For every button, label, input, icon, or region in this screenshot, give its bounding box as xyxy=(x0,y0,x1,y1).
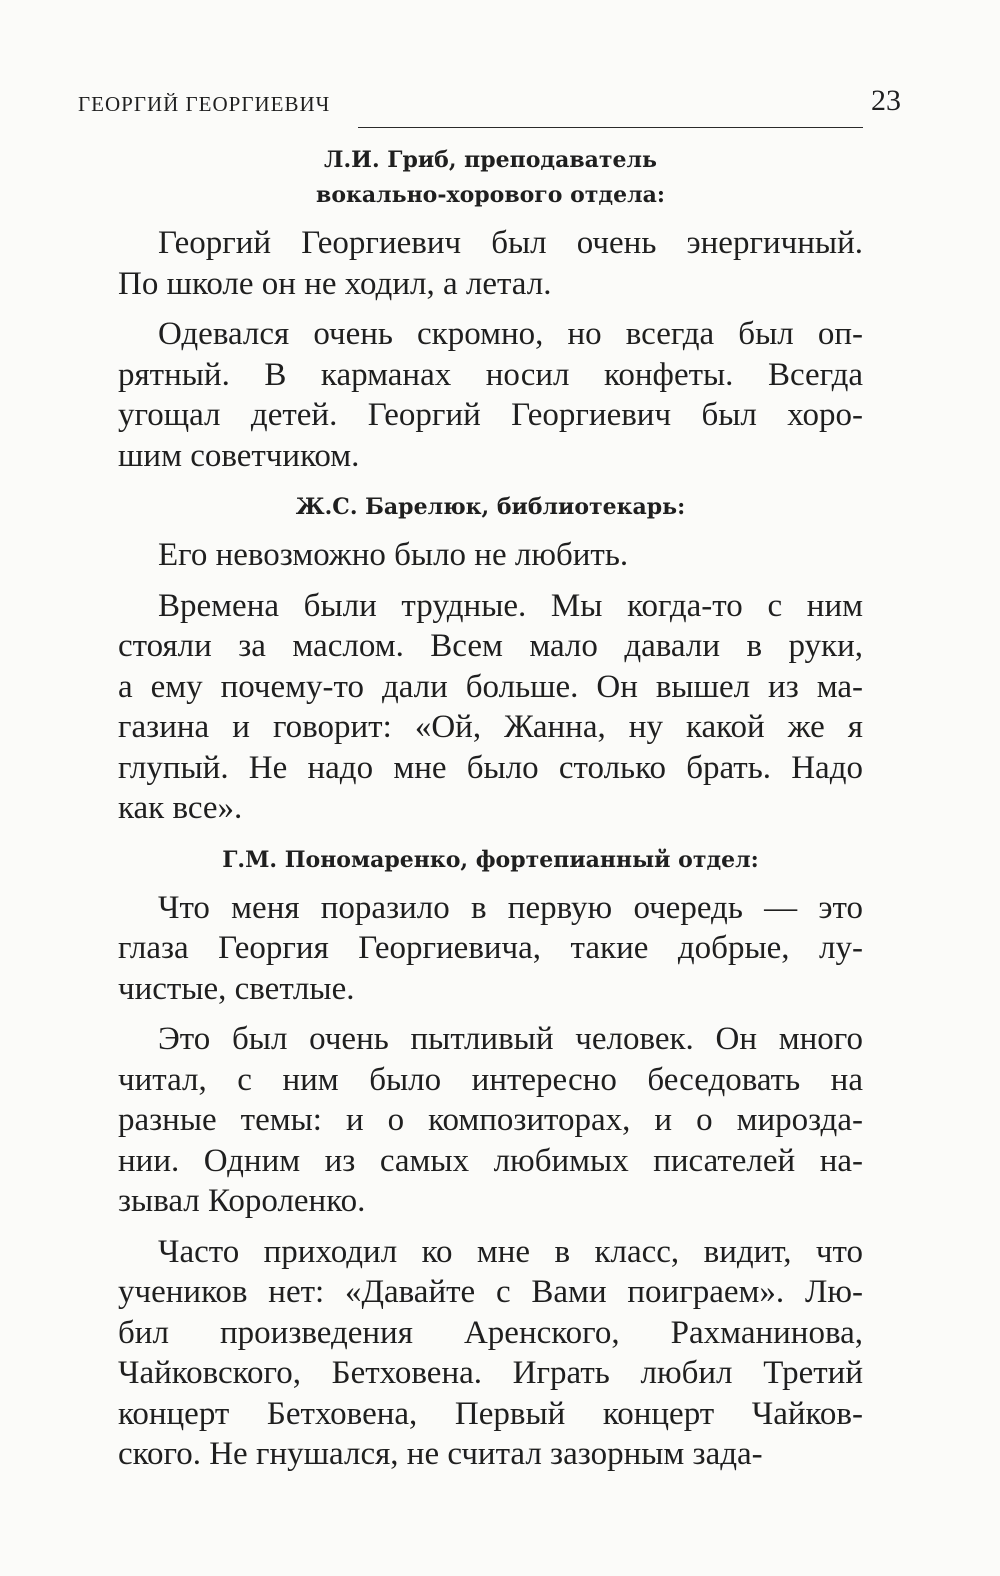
text-line: ского. Не гнушался, не считал зазорным зада- xyxy=(118,1436,763,1472)
heading-line: Ж.С. Барелюк, библиотекарь: xyxy=(295,494,686,520)
text-line: учеников нет: «Давайте с Вами поиграем». Лю- xyxy=(118,1274,863,1310)
section-heading xyxy=(118,143,863,213)
text-line: глупый. Не надо мне было столько брать. Надо xyxy=(118,749,863,786)
text-line: газина и говорит: «Ой, Жанна, ну какой же я xyxy=(118,709,863,745)
text-line: Часто приходил ко мне в класс, видит, что xyxy=(158,1233,863,1270)
text-line: как все». xyxy=(118,790,243,826)
section-heading xyxy=(118,843,863,878)
book-page xyxy=(78,78,901,1475)
text-line: По школе он не ходил, а летал. xyxy=(118,265,552,302)
text-line: концерт Бетховена, Первый концерт Чайков- xyxy=(118,1395,863,1432)
text-line: читал, с ним было интересно беседовать на xyxy=(118,1061,863,1098)
heading-line: Л.И. Гриб, преподаватель xyxy=(324,147,657,173)
text-line: а ему почему-то дали больше. Он вышел из ма- xyxy=(118,668,863,705)
text-line: стояли за маслом. Всем мало давали в руки, xyxy=(118,628,863,664)
paragraph xyxy=(118,314,863,476)
heading-line: вокально-хорового отдела: xyxy=(316,182,665,208)
paragraph xyxy=(118,535,863,576)
text-line: глаза Георгия Георгиевича, такие добрые, лу- xyxy=(118,930,863,966)
text-line: Чайковского, Бетховена. Играть любил Третий xyxy=(118,1355,863,1391)
paragraph xyxy=(118,223,863,304)
paragraph xyxy=(118,888,863,1010)
page-number: 23 xyxy=(871,84,901,117)
text-line: угощал детей. Георгий Георгиевич был хоро- xyxy=(118,397,863,433)
text-line: нии. Одним из самых любимых писателей на- xyxy=(118,1142,863,1179)
text-line: Георгий Георгиевич был очень энергичный. xyxy=(158,225,863,261)
text-line: Его невозможно было не любить. xyxy=(158,537,629,573)
text-line: бил произведения Аренского, Рахманинова, xyxy=(118,1314,863,1351)
heading-line: Г.М. Пономаренко, фортепианный отдел: xyxy=(222,846,759,873)
text-line: Времена были трудные. Мы когда-то с ним xyxy=(158,587,863,624)
text-line: чистые, светлые. xyxy=(118,970,355,1007)
page-body xyxy=(118,143,863,1475)
text-line: зывал Короленко. xyxy=(118,1183,366,1219)
section-heading xyxy=(118,490,863,525)
paragraph xyxy=(118,586,863,829)
running-head xyxy=(78,78,901,128)
text-line: Одевался очень скромно, но всегда был оп- xyxy=(158,316,863,352)
text-line: рятный. В карманах носил конфеты. Всегда xyxy=(118,356,863,393)
running-title: ГЕОРГИЙ ГЕОРГИЕВИЧ xyxy=(78,92,331,116)
text-line: шим советчиком. xyxy=(118,437,360,474)
text-line: Это был очень пытливый человек. Он много xyxy=(158,1021,863,1057)
header-rule xyxy=(358,127,863,128)
text-line: Что меня поразило в первую очередь — это xyxy=(158,889,863,926)
paragraph xyxy=(118,1232,863,1475)
paragraph xyxy=(118,1019,863,1222)
text-line: разные темы: и о композиторах, и о мирозда- xyxy=(118,1102,863,1138)
